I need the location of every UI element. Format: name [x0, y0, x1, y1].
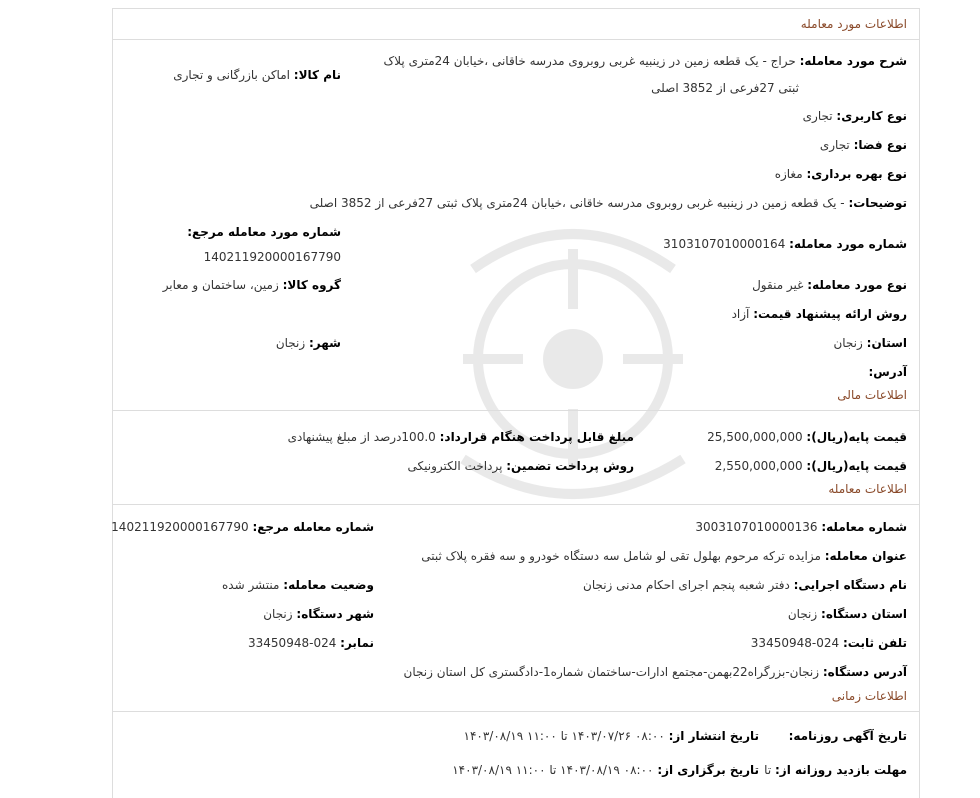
deal-description-line1: حراج - یک قطعه زمین در زینبیه غربی روبروی مدرسه خاقانی ،خیابان 24متری پلاک — [383, 54, 796, 68]
base-price-2-value: 2,550,000,000 — [714, 459, 803, 473]
guarantee-method-value: پرداخت الکترونیکی — [407, 459, 503, 473]
org-address-value: زنجان-بزرگراه22بهمن-مجتمع ادارات-ساختمان شماره1-دادگستری کل استان زنجان — [403, 665, 820, 679]
transaction-title-value: مزایده ترکه مرحوم بهلول تقی لو شامل سه دستگاه خودرو و سه فقره پلاک ثبتی — [421, 549, 821, 563]
item-name-label: نام کالا: — [293, 68, 341, 82]
executor-value: دفتر شعبه پنجم اجرای احکام مدنی زنجان — [583, 578, 790, 592]
ad-date — [789, 726, 907, 746]
item-group-value: زمین، ساختمان و معابر — [162, 278, 279, 292]
item-group — [163, 275, 341, 295]
divider — [113, 39, 919, 40]
phone-label: تلفن ثابت: — [842, 636, 907, 650]
item-group-label: گروه کالا: — [282, 278, 341, 292]
hold-date-label: تاریخ برگزاری از: — [657, 763, 759, 777]
publish-date — [464, 726, 759, 746]
org-address — [404, 662, 907, 682]
payable-amount-value: 100.0درصد از مبلغ پیشنهادی — [287, 430, 436, 444]
exploitation-type — [775, 164, 907, 184]
deal-type-value: غیر منقول — [752, 278, 804, 292]
org-city — [263, 604, 374, 624]
ref-number-value: 140211920000167790 — [203, 250, 341, 264]
province-value: زنجان — [833, 336, 863, 350]
deal-notes-value: - یک قطعه زمین در زینبیه غربی روبروی مدرسه خاقانی ،خیابان 24متری پلاک ثبتی 27فرعی از 3852 اصلی — [309, 196, 845, 210]
transaction-status — [222, 575, 374, 595]
city-value: زنجان — [275, 336, 306, 350]
deal-notes — [310, 193, 907, 213]
base-price-value: 25,500,000,000 — [707, 430, 803, 444]
space-type — [820, 135, 907, 155]
city — [276, 333, 341, 353]
usage-type-label: نوع کاربری: — [836, 109, 907, 123]
base-price-label: قیمت پایه(ریال): — [806, 430, 907, 444]
province — [833, 333, 907, 353]
base-price-2 — [715, 456, 907, 476]
ref-number-label: شماره مورد معامله مرجع: — [187, 225, 341, 239]
deal-description-cont — [651, 78, 799, 98]
daily-visit-label: مهلت بازدید روزانه از: — [775, 763, 907, 777]
hold-date-value: ۰۸:۰۰ ۱۴۰۳/۰۸/۱۹ تا ۱۱:۰۰ ۱۴۰۳/۰۸/۱۹ — [452, 763, 654, 777]
divider — [113, 504, 919, 505]
daily-visit-value: تا — [764, 763, 772, 777]
ad-date-label: تاریخ آگهی روزنامه: — [788, 729, 907, 743]
transaction-number — [695, 517, 907, 537]
deal-details-panel — [112, 8, 920, 798]
org-city-label: شهر دستگاه: — [296, 607, 374, 621]
deal-type — [752, 275, 907, 295]
item-name-value: اماکن بازرگانی و تجاری — [173, 68, 290, 82]
executor — [583, 575, 907, 595]
phone-value: 024-33450948 — [750, 636, 840, 650]
payable-amount-label: مبلغ قابل پرداخت هنگام قرارداد: — [439, 430, 634, 444]
transaction-status-value: منتشر شده — [221, 578, 280, 592]
deal-description-label: شرح مورد معامله: — [799, 54, 907, 68]
publish-date-value: ۰۸:۰۰ ۱۴۰۳/۰۷/۲۶ تا ۱۱:۰۰ ۱۴۰۳/۰۸/۱۹ — [463, 729, 665, 743]
offer-method — [732, 304, 907, 324]
phone — [751, 633, 907, 653]
deal-notes-label: توضیحات: — [848, 196, 907, 210]
transaction-ref-number-label: شماره معامله مرجع: — [252, 520, 374, 534]
transaction-number-label: شماره معامله: — [821, 520, 907, 534]
org-province — [788, 604, 907, 624]
offer-method-value: آزاد — [731, 307, 750, 321]
fax-label: نمابر: — [340, 636, 374, 650]
org-city-value: زنجان — [263, 607, 293, 621]
fax — [248, 633, 374, 653]
province-label: استان: — [866, 336, 907, 350]
guarantee-method — [408, 456, 634, 476]
offer-method-label: روش ارائه پیشنهاد قیمت: — [753, 307, 907, 321]
guarantee-method-label: روش پرداخت تضمین: — [506, 459, 634, 473]
divider — [113, 711, 919, 712]
transaction-ref-number — [111, 517, 374, 537]
space-type-value: تجاری — [819, 138, 850, 152]
item-name — [173, 65, 341, 85]
usage-type-value: تجاری — [802, 109, 833, 123]
section-header-deal-info: اطلاعات مورد معامله — [800, 17, 907, 31]
space-type-label: نوع فضا: — [853, 138, 907, 152]
section-header-transaction: اطلاعات معامله — [828, 482, 907, 496]
executor-label: نام دستگاه اجرایی: — [793, 578, 907, 592]
org-province-value: زنجان — [787, 607, 818, 621]
section-header-timing: اطلاعات زمانی — [831, 689, 907, 703]
deal-description-line2: ثبتی 27فرعی از 3852 اصلی — [651, 81, 799, 95]
deal-description — [384, 51, 907, 71]
deal-number-label: شماره مورد معامله: — [789, 237, 907, 251]
deal-type-label: نوع مورد معامله: — [807, 278, 907, 292]
base-price — [707, 427, 907, 447]
deal-number-value: 3103107010000164 — [663, 237, 786, 251]
transaction-number-value: 3003107010000136 — [695, 520, 818, 534]
transaction-title-label: عنوان معامله: — [824, 549, 907, 563]
payable-amount — [288, 427, 634, 447]
exploitation-type-value: مغازه — [774, 167, 803, 181]
deal-number — [663, 234, 907, 254]
org-address-label: آدرس دستگاه: — [822, 665, 907, 679]
address-label: آدرس: — [868, 365, 907, 379]
ref-number — [187, 222, 341, 242]
daily-visit — [764, 760, 907, 780]
watermark-logo — [313, 209, 833, 629]
address — [868, 362, 907, 382]
exploitation-type-label: نوع بهره برداری: — [806, 167, 907, 181]
base-price-2-label: قیمت پایه(ریال): — [806, 459, 907, 473]
org-province-label: استان دستگاه: — [821, 607, 907, 621]
ref-number-value-row — [204, 247, 341, 267]
section-header-financial: اطلاعات مالی — [837, 388, 907, 402]
publish-date-label: تاریخ انتشار از: — [668, 729, 759, 743]
divider — [113, 410, 919, 411]
transaction-ref-number-value: 140211920000167790 — [111, 520, 249, 534]
hold-date — [452, 760, 759, 780]
transaction-title — [421, 546, 907, 566]
fax-value: 024-33450948 — [248, 636, 337, 650]
city-label: شهر: — [309, 336, 341, 350]
usage-type — [803, 106, 907, 126]
transaction-status-label: وضعیت معامله: — [283, 578, 374, 592]
